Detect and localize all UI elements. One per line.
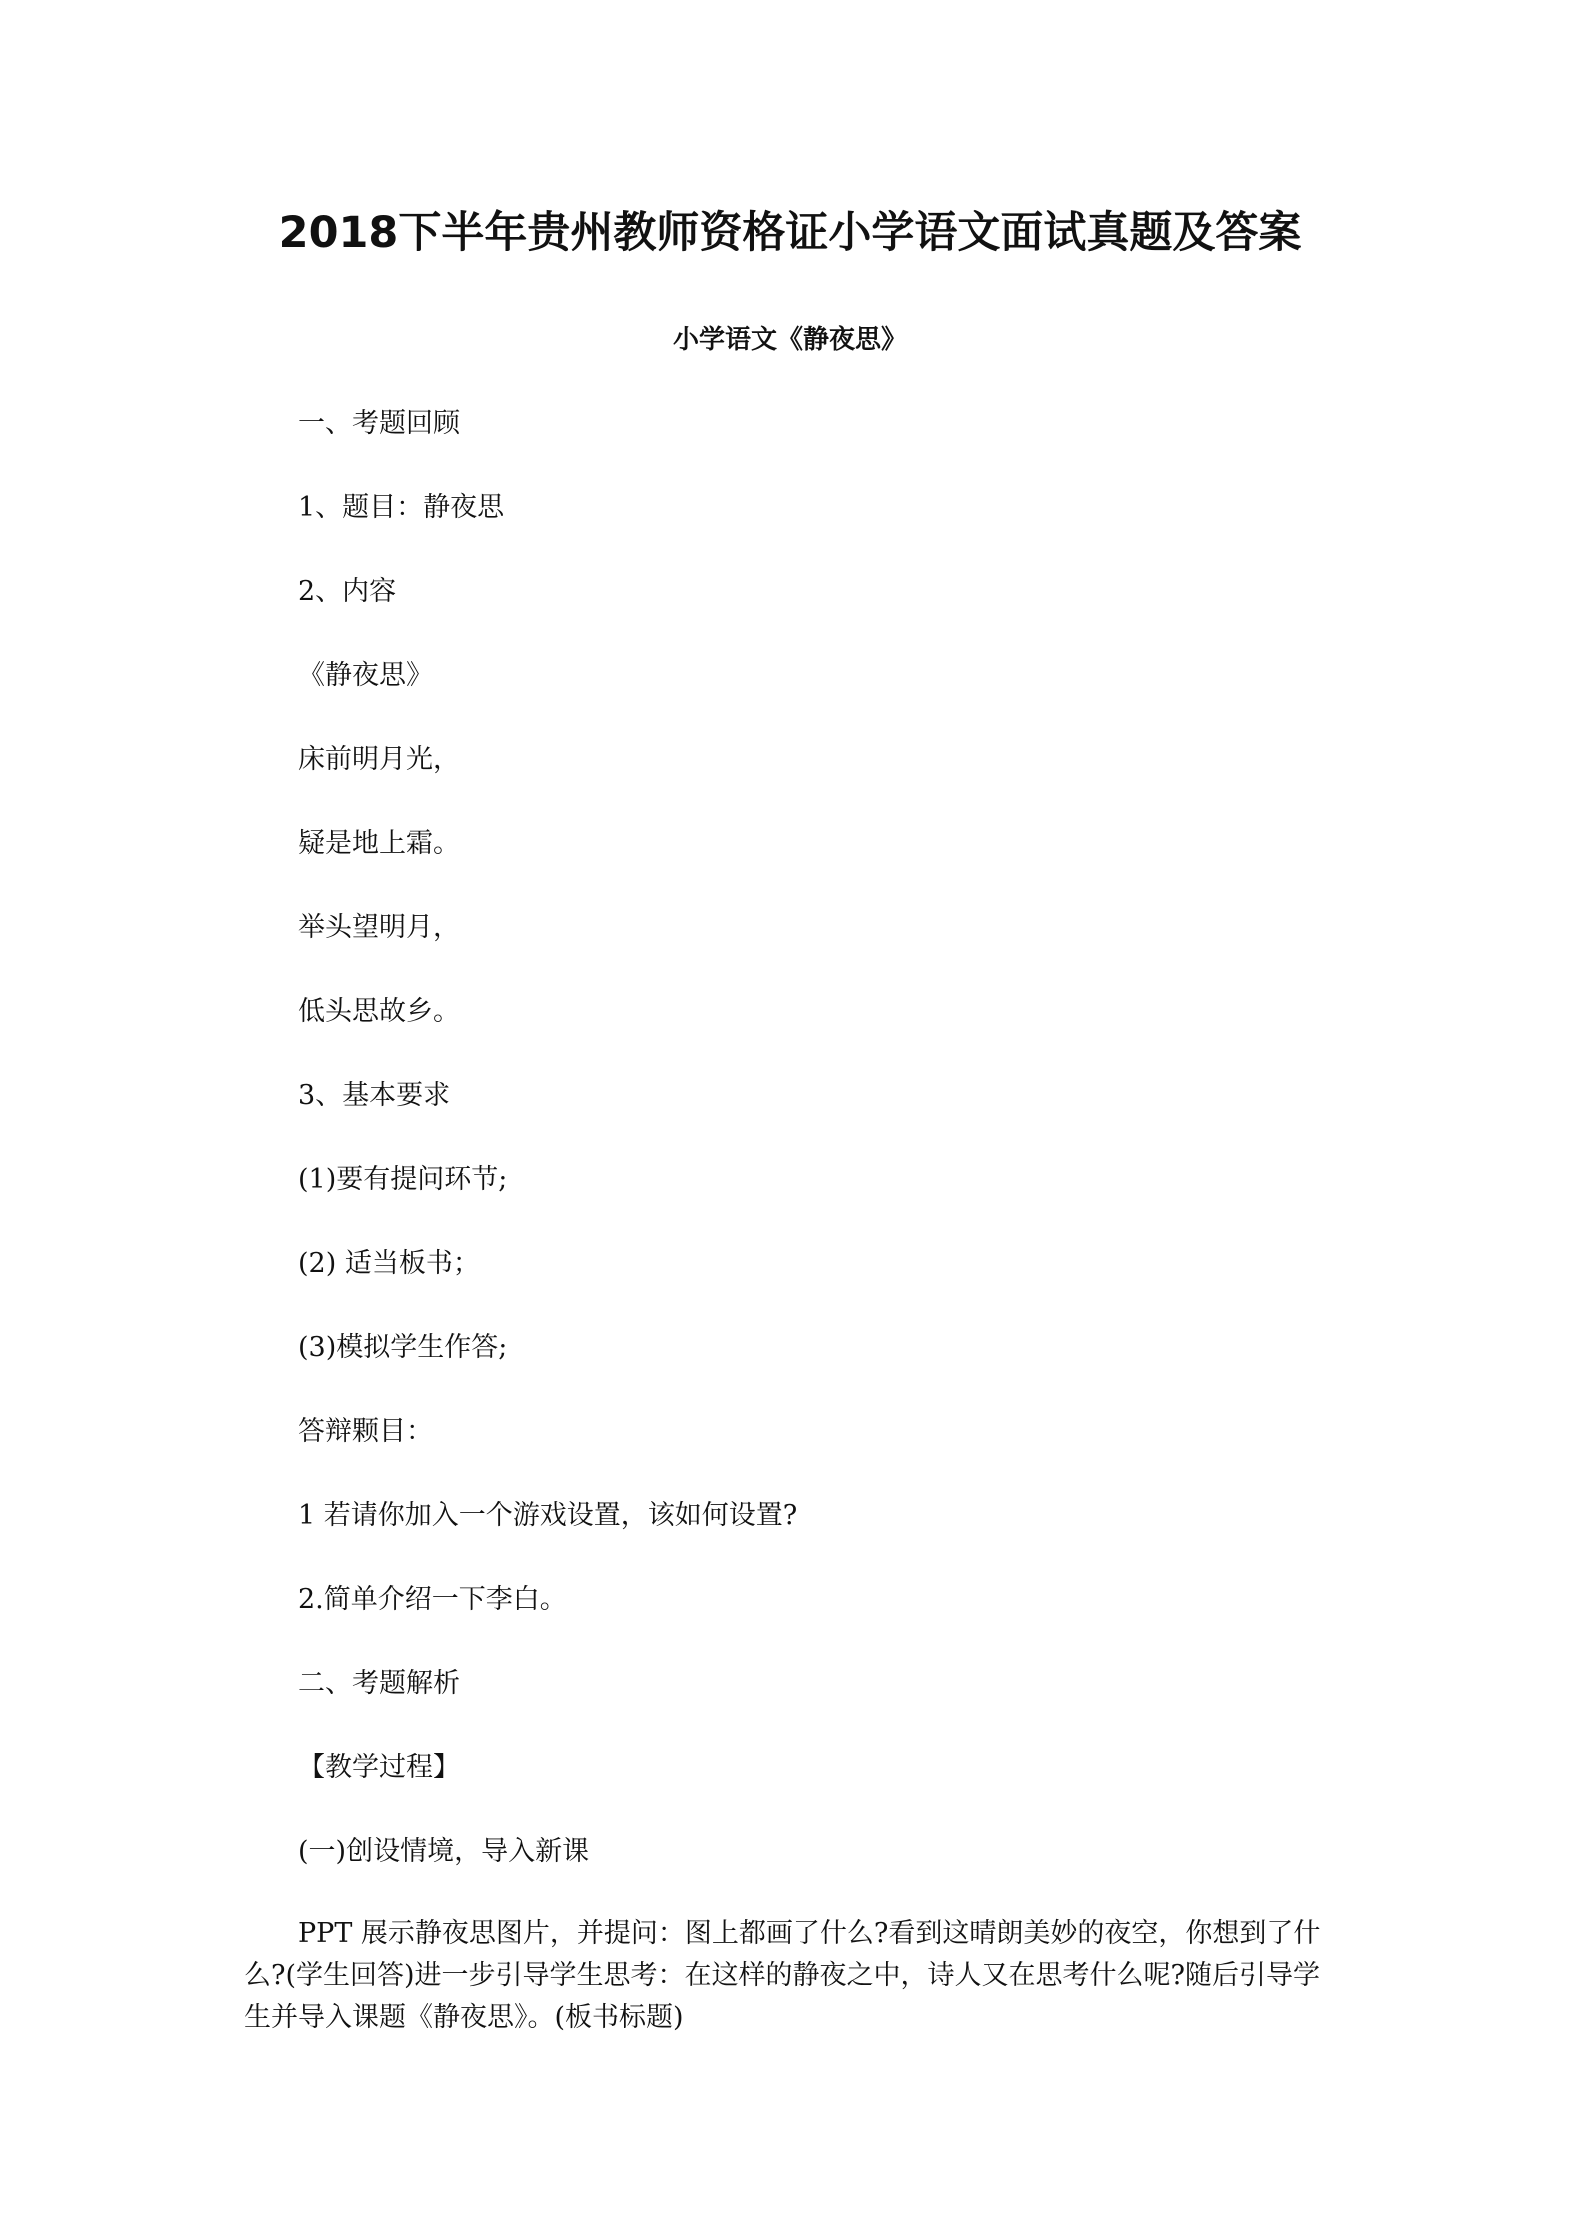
poem-line-3: 举头望明月，: [298, 912, 460, 943]
poem-line-2: 疑是地上霜。: [298, 828, 460, 859]
step-1-heading: (一)创设情境，导入新课: [298, 1836, 590, 1867]
defense-heading: 答辩颗目：: [298, 1416, 433, 1447]
poem-line-4: 低头思故乡。: [298, 996, 460, 1027]
requirement-2: (2) 适当板书；: [298, 1248, 480, 1279]
document-title: 2018下半年贵州教师资格证小学语文面试真题及答案: [278, 208, 1302, 258]
document-subtitle: 小学语文《静夜思》: [672, 325, 907, 355]
section-heading-review: 一、考题回顾: [298, 408, 460, 439]
intro-paragraph: [244, 1913, 1349, 2039]
poem-line-1: 床前明月光，: [298, 744, 460, 775]
requirement-1: (1)要有提问环节;: [298, 1164, 508, 1195]
question-title-line: 1、题目：静夜思: [298, 492, 505, 523]
paragraph-line-3: 生并导入课题《静夜思》。(板书标题): [244, 2002, 684, 2033]
defense-question-1: 1 若请你加入一个游戏设置，该如何设置?: [298, 1500, 798, 1531]
section-heading-analysis: 二、考题解析: [298, 1668, 460, 1699]
defense-question-2: 2.简单介绍一下李白。: [298, 1584, 567, 1615]
paragraph-line-1: PPT 展示静夜思图片，并提问：图上都画了什么?看到这晴朗美妙的夜空，你想到了什: [298, 1918, 1321, 1949]
requirements-heading: 3、基本要求: [298, 1080, 451, 1111]
content-heading: 2、内容: [298, 576, 397, 607]
poem-title: 《静夜思》: [298, 660, 433, 691]
teaching-process-heading: 【教学过程】: [298, 1752, 460, 1783]
requirement-3: (3)模拟学生作答;: [298, 1332, 508, 1363]
document-body: [298, 404, 1338, 1916]
paragraph-line-2: 么?(学生回答)进一步引导学生思考：在这样的静夜之中，诗人又在思考什么呢?随后引导学: [244, 1960, 1321, 1991]
